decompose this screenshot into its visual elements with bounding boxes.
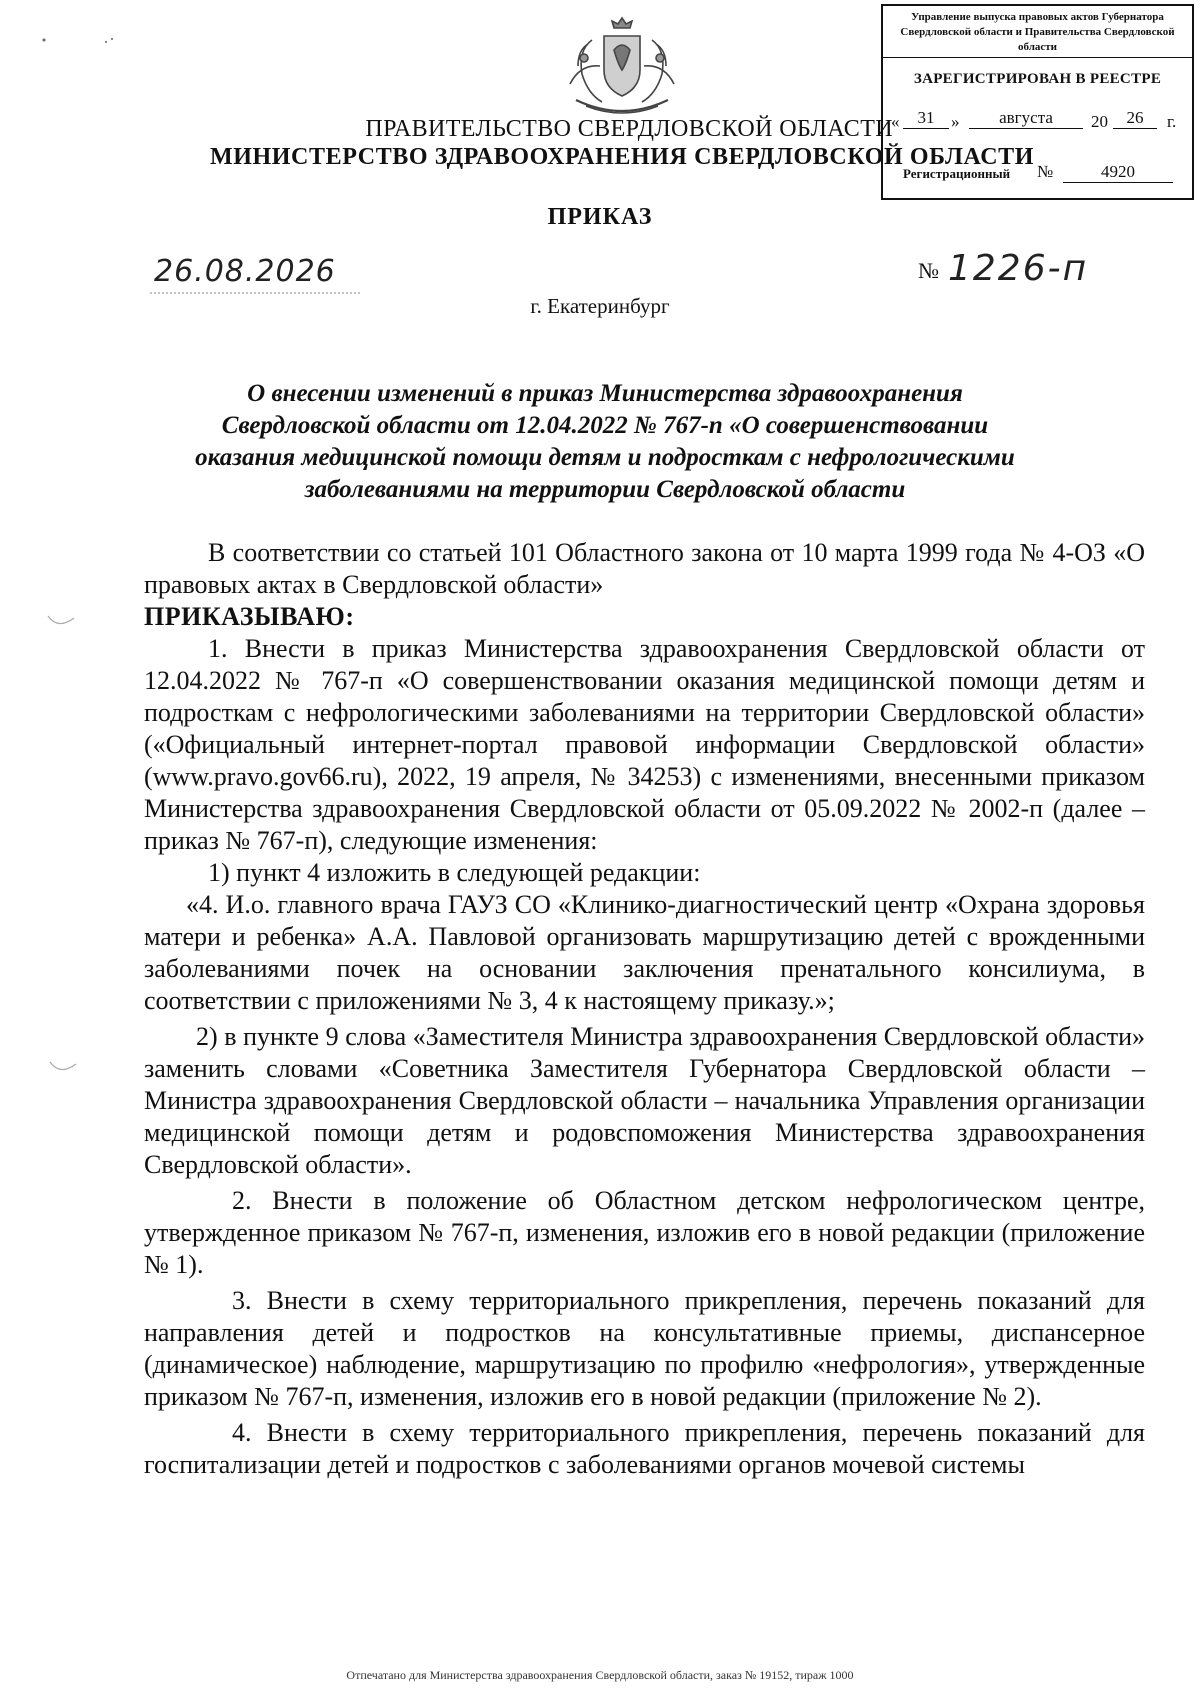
- stamp-year-mark: г.: [1167, 112, 1177, 131]
- preamble: В соответствии со статьей 101 Областного закона от 10 марта 1999 года № 4-ОЗ «О правовых актах в Свердловской области»: [144, 538, 1145, 599]
- paragraph-1-subitem-1-text: «4. И.о. главного врача ГАУЗ СО «Клинико-диагностический центр «Охрана здоровья матери и ребенка» А.А. Павловой организовать маршрутизацию детей с врожденными заболеваниями почек на основании заключения пренатального консилиума, в соответствии с приложениями № 3, 4 к настоящему приказу.»;: [144, 890, 1145, 1015]
- print-footer: Отпечатано для Министерства здравоохранения Свердловской области, заказ № 19152, тираж 1000: [346, 1668, 854, 1682]
- document-type: ПРИКАЗ: [547, 204, 653, 230]
- city-name: г. Екатеринбург: [530, 294, 670, 318]
- stamp-year-suffix: 26: [1113, 108, 1157, 129]
- paragraph-1-subitem-2: 2) в пункте 9 слова «Заместителя Министра здравоохранения Свердловской области» заменить словами «Советника Заместителя Губернатора Свердловской области – Министра здравоохранения Свердловской области – начальника Управления организации медицинской помощи детям и родовспоможения Министерства здравоохранения Свердловской области».: [144, 1022, 1145, 1179]
- stamp-registered-label: ЗАРЕГИСТРИРОВАН В РЕЕСТРЕ: [913, 71, 1162, 87]
- order-body: [144, 537, 1145, 1481]
- stamp-reg-number: 4920: [1063, 162, 1173, 183]
- stamp-open-quote: «: [891, 112, 900, 131]
- stamp-month: августа: [969, 108, 1083, 129]
- stamp-reg-label: Регистрационный: [903, 166, 1011, 181]
- order-number-sign: №: [918, 258, 939, 283]
- stamp-year-prefix: 20: [1091, 112, 1108, 131]
- coat-of-arms-emblem: [562, 14, 682, 118]
- paragraph-4: 4. Внести в схему территориального прикрепления, перечень показаний для госпитализации детей и подростков с заболеваниями органов мочевой системы: [144, 1418, 1145, 1479]
- scan-artifact-mark: [46, 612, 76, 632]
- order-word: ПРИКАЗЫВАЮ:: [144, 602, 355, 631]
- paragraph-1-subitem-1: 1) пункт 4 изложить в следующей редакции:: [208, 858, 701, 887]
- paragraph-3: 3. Внести в схему территориального прикрепления, перечень показаний для направления детей и подростков на консультативные приемы, диспансерное (динамическое) наблюдение, маршрутизацию по профилю «нефрология», утвержденные приказом № 767-п, изменения, изложив его в новой редакции (приложение № 2).: [144, 1286, 1145, 1411]
- stamp-office-name: Управление выпуска правовых актов Губернатора Свердловской области и Правительства Свердловской области: [883, 6, 1192, 58]
- ministry-name: МИНИСТЕРСТВО ЗДРАВООХРАНЕНИЯ СВЕРДЛОВСКОЙ ОБЛАСТИ: [210, 144, 1035, 170]
- paragraph-2: 2. Внести в положение об Областном детском нефрологическом центре, утвержденное приказом № 767-п, изменения, изложив его в новой редакции (приложение № 1).: [144, 1186, 1145, 1279]
- order-title: О внесении изменений в приказ Министерства здравоохранения Свердловской области от 12.04.2022 № 767-п «О совершенствовании оказания медицинской помощи детям и подросткам с нефрологическими заболеваниями на территории Свердловской области: [195, 380, 1015, 503]
- stamp-date: [891, 110, 1186, 136]
- scan-artifact-mark: [48, 1058, 78, 1078]
- stamp-close-quote: »: [951, 112, 960, 131]
- handwritten-order-number: 1226-п: [948, 248, 1089, 289]
- registry-stamp: [881, 4, 1194, 200]
- scan-artifact-dots: [40, 34, 120, 48]
- paragraph-1: 1. Внести в приказ Министерства здравоохранения Свердловской области от 12.04.2022 № 767-п «О совершенствовании оказания медицинской помощи детям и подросткам с нефрологическими заболеваниями на территории Свердловской области» («Официальный интернет-портал правовой информации Свердловской области» (www.pravo.gov66.ru), 2022, 19 апреля, № 34253) с изменениями, внесенными приказом Министерства здравоохранения Свердловской области от 05.09.2022 № 2002-п (далее – приказ № 767-п), следующие изменения:: [144, 634, 1145, 855]
- government-name: ПРАВИТЕЛЬСТВО СВЕРДЛОВСКОЙ ОБЛАСТИ: [365, 116, 893, 142]
- handwritten-date: 26.08.2026: [154, 254, 336, 289]
- stamp-day: 31: [903, 108, 949, 129]
- stamp-reg-no-sign: №: [1037, 162, 1054, 181]
